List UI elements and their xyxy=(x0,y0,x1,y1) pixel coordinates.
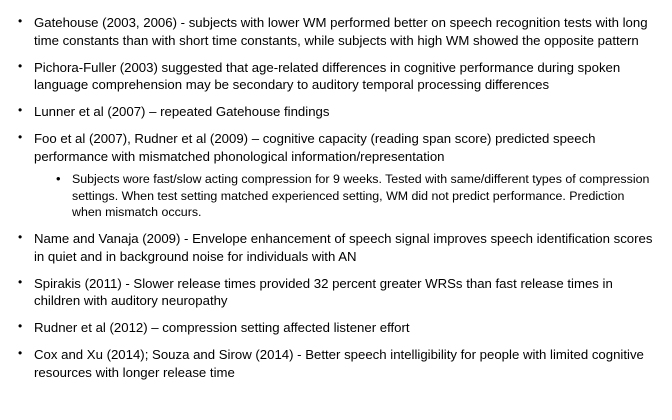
list-item xyxy=(14,346,656,381)
list-item-text: Pichora-Fuller (2003) suggested that age-related differences in cognitive performance during spoken language comprehension may be secondary to auditory temporal processing differences xyxy=(34,59,621,93)
sub-list-item xyxy=(52,171,656,220)
list-item xyxy=(14,103,656,121)
list-item-text: Spirakis (2011) - Slower release times provided 32 percent greater WRSs than fast release times in children with auditory neuropathy xyxy=(34,275,613,309)
list-item xyxy=(14,14,656,49)
list-item xyxy=(14,319,656,337)
sub-list-item-text: Subjects wore fast/slow acting compression for 9 weeks. Tested with same/different types of compression settings. When test setting matched experienced setting, WM did not predict performance. Prediction when mismatch occurs. xyxy=(72,172,650,220)
list-item-text: Foo et al (2007), Rudner et al (2009) – cognitive capacity (reading span score) predicted speech performance with mismatched phonological information/representation xyxy=(34,131,596,164)
list-item xyxy=(14,275,656,310)
list-item-text: Lunner et al (2007) – repeated Gatehouse findings xyxy=(34,104,330,120)
bullet-icon: • xyxy=(18,103,23,118)
bullet-icon: • xyxy=(18,346,23,361)
list-item-text: Gatehouse (2003, 2006) - subjects with lower WM performed better on speech recognition tests with long time constants than with short time constants, while subjects with high WM showed the opposite pattern xyxy=(34,15,648,48)
bullet-list xyxy=(14,14,656,381)
list-item xyxy=(14,59,656,94)
list-item-text: Cox and Xu (2014); Souza and Sirow (2014) - Better speech intelligibility for people with limited cognitive resources with longer release time xyxy=(34,347,644,380)
bullet-icon: • xyxy=(18,229,23,244)
list-item-text: Rudner et al (2012) – compression setting affected listener effort xyxy=(34,320,410,336)
list-item xyxy=(14,130,656,220)
bullet-icon: • xyxy=(18,274,23,289)
sub-bullet-icon: • xyxy=(56,171,61,187)
bullet-icon: • xyxy=(18,58,23,73)
bullet-icon: • xyxy=(18,319,23,334)
list-item xyxy=(14,230,656,265)
bullet-icon: • xyxy=(18,14,23,28)
bullet-icon: • xyxy=(18,130,23,145)
list-item-text: Name and Vanaja (2009) - Envelope enhancement of speech signal improves speech identification scores in quiet and in background noise for individuals with AN xyxy=(34,230,653,264)
sub-bullet-list xyxy=(34,171,656,220)
